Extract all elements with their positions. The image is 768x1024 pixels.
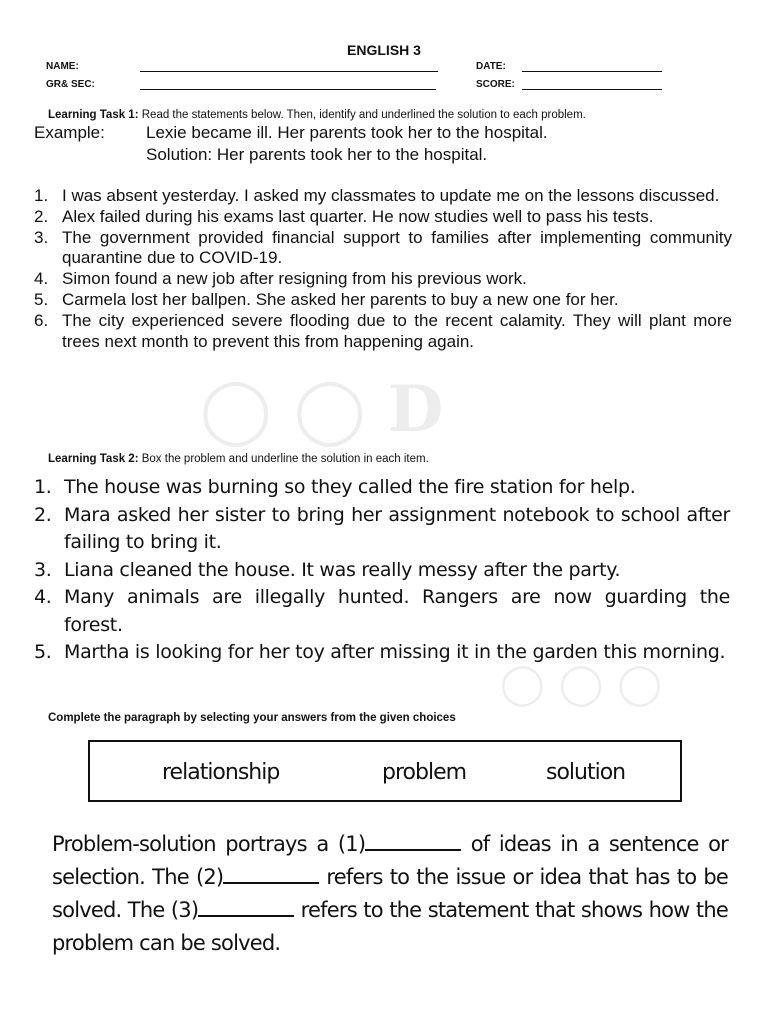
date-line[interactable] [522, 62, 662, 72]
example-text: Lexie became ill. Her parents took her to the hospital. [146, 123, 548, 142]
choice-relationship[interactable]: relationship [162, 760, 280, 785]
list-item: 3. The government provided financial support to families after implementing community quarantine due to COVID-19. [34, 227, 732, 268]
date-label: DATE: [476, 61, 506, 72]
list-item: 6. The city experienced severe flooding due to the recent calamity. They will plant more trees next month to prevent this from happening again. [34, 310, 732, 351]
list-item: 5. Carmela lost her ballpen. She asked her parents to buy a new one for her. [34, 289, 619, 309]
choices-box [88, 740, 682, 802]
list-item: 4. Simon found a new job after resigning from his previous work. [34, 269, 527, 289]
task2-heading-bold: Learning Task 2: [48, 453, 139, 465]
example-block [34, 122, 548, 166]
fill-in-paragraph: Problem-solution portrays a (1) of ideas in a sentence or selection. The (2) refers to the issue or idea that has to be solved. The (3) refers to the statement that shows how the problem can be solved. [52, 832, 729, 955]
choice-problem[interactable]: problem [382, 760, 467, 785]
task1-list [34, 186, 732, 352]
name-field[interactable] [46, 61, 438, 72]
score-label: SCORE: [476, 79, 515, 90]
date-field[interactable] [476, 61, 662, 72]
task2-heading-text: Box the problem and underline the solution in each item. [138, 453, 429, 465]
task2-heading [48, 453, 429, 465]
list-item: 1. I was absent yesterday. I asked my classmates to update me on the lessons discussed. [34, 186, 720, 205]
blank-1[interactable] [365, 833, 461, 851]
page-title: ENGLISH 3 [347, 42, 421, 58]
list-item: 1. The house was burning so they called the fire station for help. [34, 476, 636, 498]
blank-3[interactable] [198, 899, 294, 917]
name-line[interactable] [140, 62, 438, 72]
list-item: 2. Mara asked her sister to bring her assignment notebook to school after failing to bring it. [34, 503, 730, 553]
task2-list [34, 474, 730, 667]
choice-solution[interactable]: solution [546, 760, 626, 785]
list-item: 3. Liana cleaned the house. It was really messy after the party. [34, 558, 621, 581]
grsec-line[interactable] [140, 80, 436, 90]
task1-heading-text: Read the statements below. Then, identify and underlined the solution to each problem. [138, 109, 586, 121]
complete-heading: Complete the paragraph by selecting your answers from the given choices [48, 712, 456, 724]
example-label: Example: [34, 123, 105, 142]
task1-heading-bold: Learning Task 1: [48, 109, 139, 121]
grsec-label: GR& SEC: [46, 79, 95, 90]
blank-2[interactable] [223, 866, 319, 884]
list-item: 4. Many animals are illegally hunted. Rangers are now guarding the forest. [34, 586, 730, 636]
score-line[interactable] [522, 80, 662, 90]
faded-watermark: ◯ ◯ D [200, 372, 444, 447]
example-solution: Solution: Her parents took her to the hospital. [146, 145, 488, 164]
name-label: NAME: [46, 61, 79, 72]
score-field[interactable] [476, 79, 662, 90]
task1-heading [48, 109, 586, 121]
faded-watermark: ◯ ◯ ◯ [500, 660, 663, 707]
grsec-field[interactable] [46, 79, 436, 90]
list-item: 2. Alex failed during his exams last quarter. He now studies well to pass his tests. [34, 206, 654, 226]
list-item: 5. Martha is looking for her toy after missing it in the garden this morning. [34, 641, 726, 663]
